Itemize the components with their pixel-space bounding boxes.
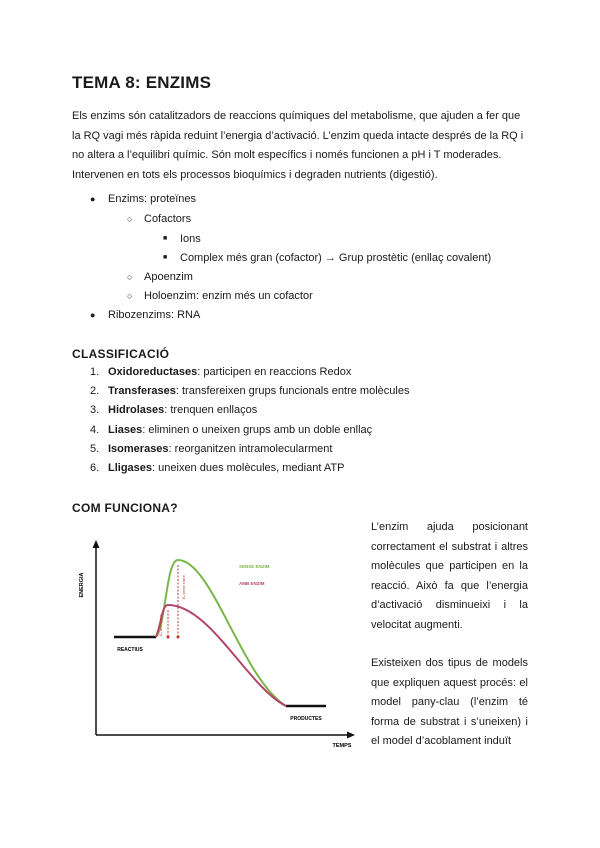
bullet-marker: ●	[90, 310, 96, 320]
legend-amb-enzim: AMB ENZIM	[239, 581, 265, 586]
legend-sense-enzim: SENSE ENZIM	[239, 564, 270, 569]
page-title: TEMA 8: ENZIMS	[72, 73, 212, 92]
bullet-marker: ○	[127, 272, 133, 282]
how-heading: COM FUNCIONA?	[72, 501, 178, 515]
reactants-label: REACTIUS	[117, 647, 143, 653]
products-label: PRODUCTES	[290, 716, 322, 722]
bullet-marker: ■	[163, 254, 168, 261]
how-paragraph-1: L’enzim ajuda posicionant correctament el substrat i altres molècules que participen en la reacció. Això fa que l’energia d’activació disminueixi i la velocitat augmenti.	[371, 521, 528, 631]
bullet-marker: ○	[127, 214, 133, 224]
bullet-marker: ○	[127, 291, 133, 301]
energy-diagram	[74, 537, 359, 759]
bullet-marker: ■	[163, 235, 168, 242]
ea-amb-enzim-label: Eₐ amb enzim	[159, 614, 163, 636]
x-axis-label: TEMPS	[332, 743, 352, 749]
x-axis-arrow-icon	[347, 732, 355, 739]
how-paragraph-2: Existeixen dos tipus de models que expliquen aquest procés: el model pany-clau (l’enzim té forma de substrat i s’uneixen) i el model d’acoblament induït	[371, 657, 528, 747]
y-axis-arrow-icon	[93, 540, 100, 548]
bullet-marker: ●	[90, 194, 96, 204]
y-axis-label: ENERGIA	[79, 572, 85, 598]
intro-paragraph: Els enzims són catalitzadors de reaccions químiques del metabolisme, que ajuden a fer que la RQ vagi més ràpida reduint l’energia d’activació. L’enzim queda intacte després de la RQ i no altera a l’equilibri químic. Són molt específics i només funcionen a pH i T moderades. Intervenen en tots els processos bioquímics i degraden nutrients (digestió).	[72, 110, 524, 181]
curve-sense-enzim	[156, 560, 286, 706]
ea-sense-enzim-label: Eₐ sense enzim	[182, 574, 186, 600]
classification-heading: CLASSIFICACIÓ	[72, 347, 170, 361]
curve-amb-enzim	[156, 605, 286, 706]
